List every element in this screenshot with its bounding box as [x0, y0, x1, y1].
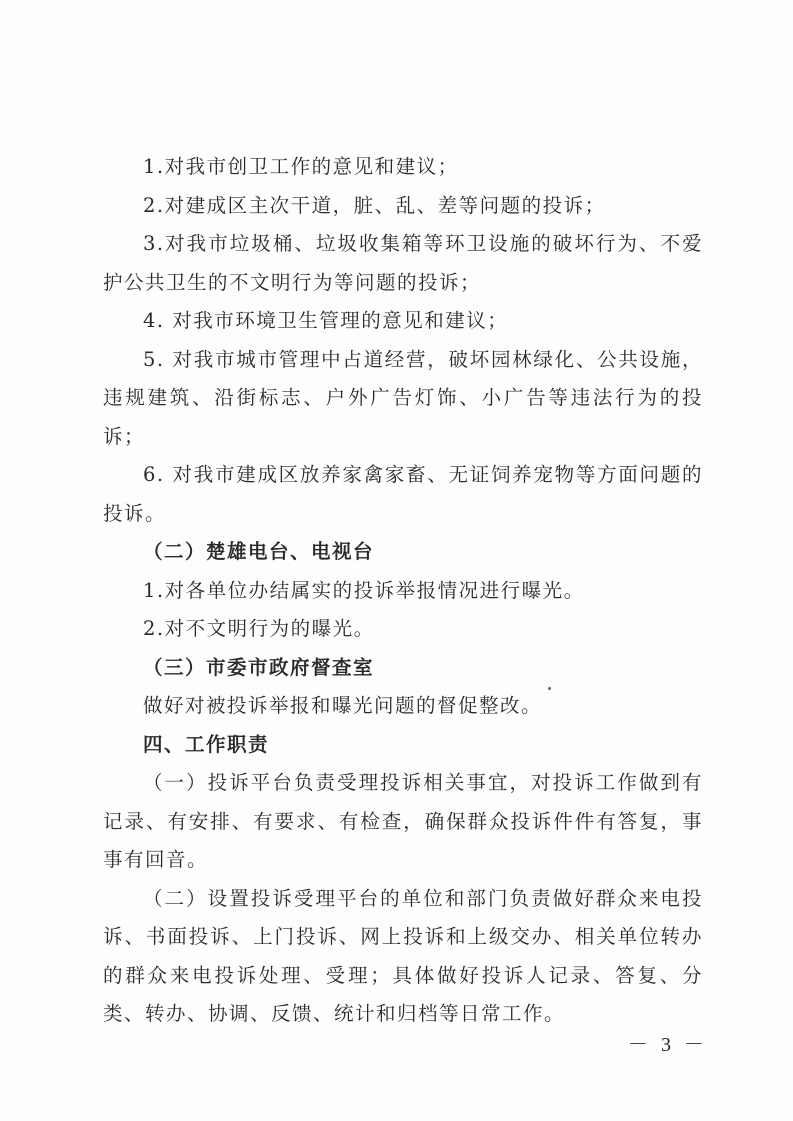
paragraph: 5. 对我市城市管理中占道经营，破坏园林绿化、公共设施，违规建筑、沿街标志、户外广告灯饰、小广告等违法行为的投诉； [103, 347, 703, 448]
paragraph: 做好对被投诉举报和曝光问题的督促整改。 [143, 694, 543, 717]
section-heading: 四、工作职责 [143, 732, 270, 756]
section-heading: （二）楚雄电台、电视台 [143, 540, 375, 563]
paragraph: （一）投诉平台负责受理投诉相关事宜，对投诉工作做到有记录、有安排、有要求、有检查，确保群众投诉件件有答复，事事有回音。 [103, 771, 703, 871]
scan-speck [548, 687, 551, 690]
paragraph: 1.对各单位办结属实的投诉举报情况进行曝光。 [143, 578, 585, 602]
section-heading: （三）市委市政府督查室 [143, 655, 375, 679]
paragraph: 3.对我市垃圾桶、垃圾收集箱等环卫设施的破坏行为、不爱护公共卫生的不文明行为等问题的投诉； [103, 232, 703, 294]
paragraph: 2.对不文明行为的曝光。 [143, 617, 375, 640]
paragraph: 1.对我市创卫工作的意见和建议； [143, 155, 459, 178]
paragraph: 4. 对我市环境卫生管理的意见和建议； [143, 309, 509, 332]
paragraph: 2.对建成区主次干道，脏、乱、差等问题的投诉； [143, 193, 606, 217]
document-body [103, 148, 703, 1034]
paragraph: 6. 对我市建成区放养家禽家畜、无证饲养宠物等方面问题的投诉。 [103, 463, 703, 525]
page-number: － 3 － [628, 1034, 708, 1056]
paragraph: （二）设置投诉受理平台的单位和部门负责做好群众来电投诉、书面投诉、上门投诉、网上投诉和上级交办、相关单位转办的群众来电投诉处理、受理；具体做好投诉人记录、答复、分类、转办、协调、反馈、统计和归档等日常工作。 [103, 886, 703, 1025]
